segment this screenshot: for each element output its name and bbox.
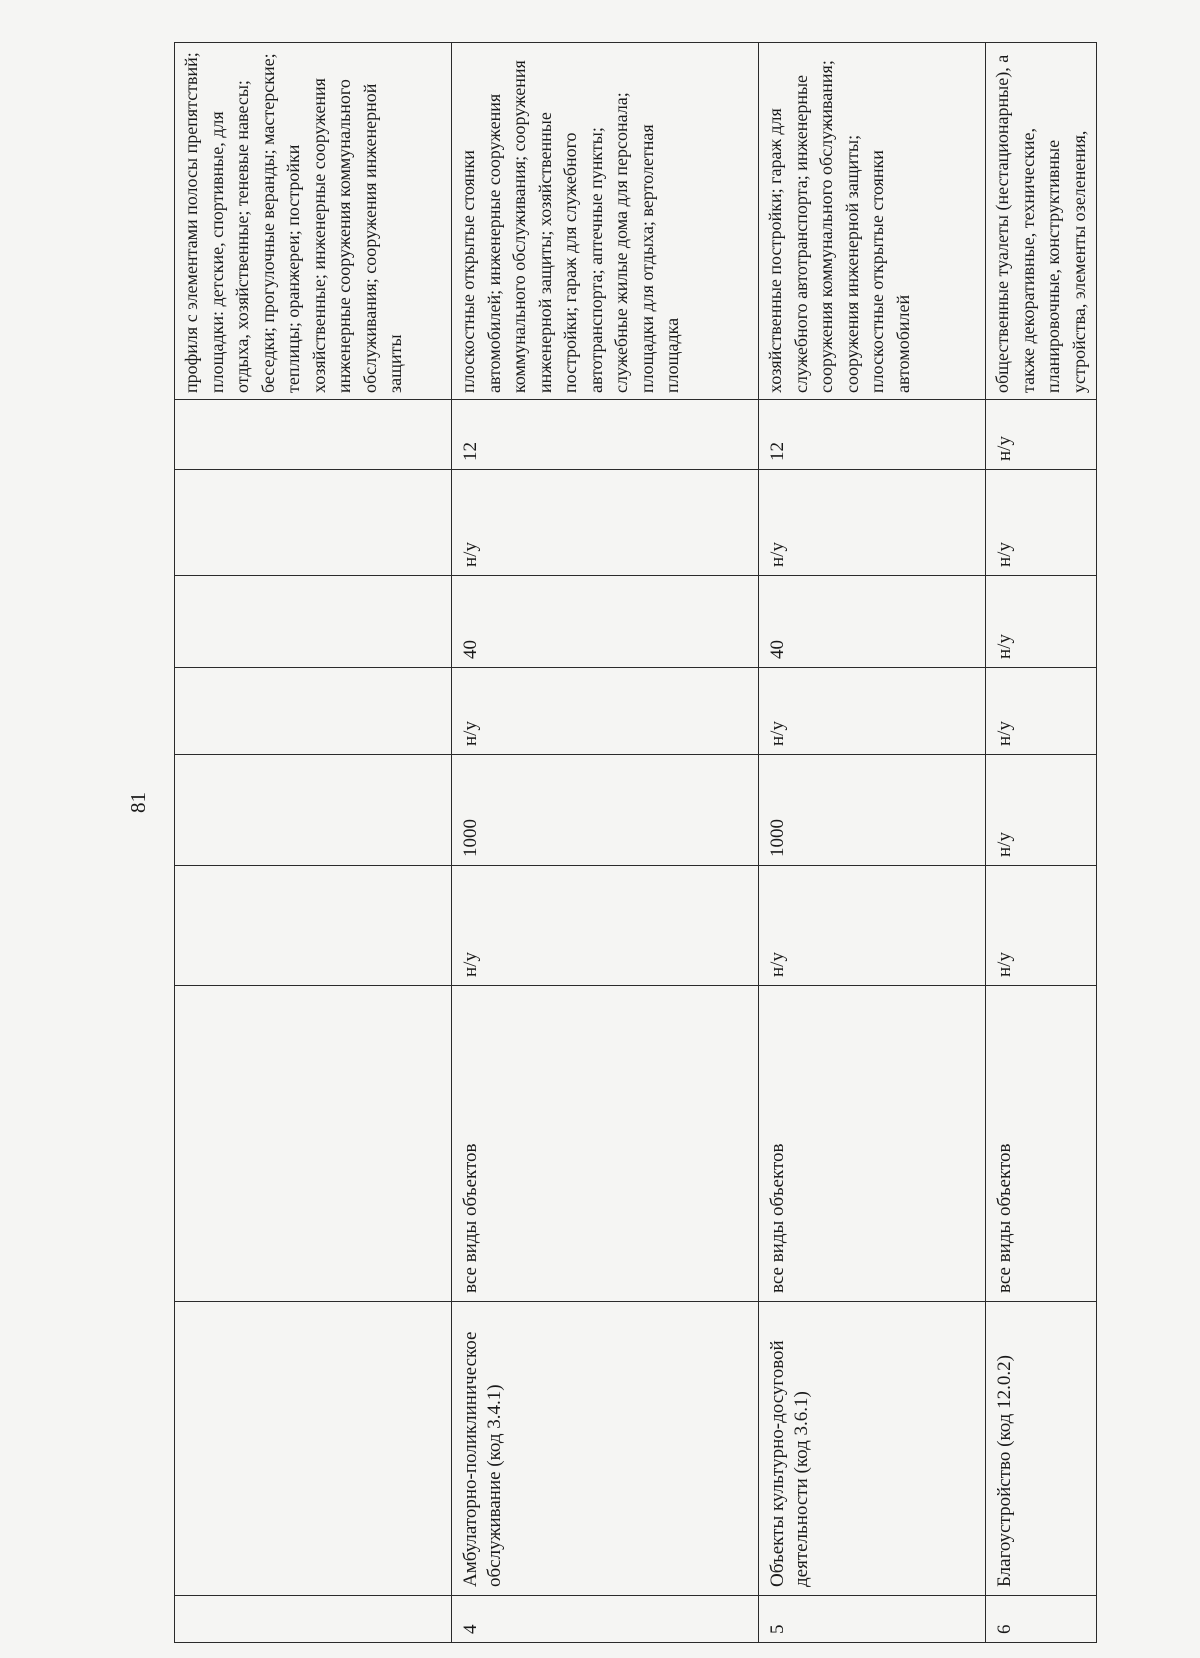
param-cell: 40 — [452, 576, 759, 668]
param-cell: н/у — [759, 866, 986, 986]
param-cell: 12 — [759, 400, 986, 470]
table-row — [452, 43, 759, 1643]
auxiliary-uses-cell: хозяйственные постройки; гараж для служебного автотранспорта; инженерные сооружения коммунального обслуживания; сооружения инженерной защиты; плоскостные открытые стоянки автомобилей — [759, 43, 986, 400]
permitted-use-cell: Объекты культурно-досуговой деятельности (код 3.6.1) — [759, 1302, 986, 1596]
row-number-cell: 4 — [452, 1596, 759, 1643]
zoning-regulations-table — [174, 42, 1097, 1643]
page-number: 81 — [126, 792, 150, 813]
param-cell: 40 — [759, 576, 986, 668]
param-cell: н/у — [986, 576, 1097, 668]
row-number-cell — [175, 1596, 452, 1643]
object-types-cell: все виды объектов — [452, 986, 759, 1302]
param-cell — [175, 755, 452, 866]
auxiliary-uses-cell: общественные туалеты (нестационарные), а также декоративные, технические, планировочные, конструктивные устройства, элементы озеленения, — [986, 43, 1097, 400]
param-cell: н/у — [452, 866, 759, 986]
param-cell — [175, 576, 452, 668]
permitted-use-cell: Амбулаторно-поликлиническое обслуживание (код 3.4.1) — [452, 1302, 759, 1596]
param-cell — [175, 866, 452, 986]
param-cell: н/у — [452, 668, 759, 755]
param-cell: 12 — [452, 400, 759, 470]
param-cell: н/у — [759, 668, 986, 755]
auxiliary-uses-cell: плоскостные открытые стоянки автомобилей; инженерные сооружения коммунального обслуживания; сооружения инженерной защиты; хозяйственные постройки; гараж для служебного автотранспорта; аптечные пункты; служебные жилые дома для персонала; площадки для отдыха; вертолетная площадка — [452, 43, 759, 400]
permitted-use-cell — [175, 1302, 452, 1596]
param-cell: н/у — [986, 755, 1097, 866]
table-row-continuation — [175, 43, 452, 1643]
param-cell: н/у — [759, 470, 986, 576]
param-cell: 1000 — [759, 755, 986, 866]
auxiliary-uses-cell: профиля с элементами полосы препятствий; площадки: детские, спортивные, для отдыха, хозяйственные; теневые навесы; беседки; прогулочные веранды; мастерские; теплицы; оранжереи; постройки хозяйственные; инженерные сооружения инженерные сооружения коммунального обслуживания; сооружения инженерной защиты — [175, 43, 452, 400]
object-types-cell: все виды объектов — [759, 986, 986, 1302]
param-cell — [175, 668, 452, 755]
permitted-use-cell: Благоустройство (код 12.0.2) — [986, 1302, 1097, 1596]
param-cell: н/у — [452, 470, 759, 576]
param-cell: н/у — [986, 400, 1097, 470]
param-cell: н/у — [986, 668, 1097, 755]
param-cell — [175, 470, 452, 576]
table-row — [986, 43, 1097, 1643]
param-cell — [175, 400, 452, 470]
param-cell: н/у — [986, 866, 1097, 986]
object-types-cell — [175, 986, 452, 1302]
row-number-cell: 5 — [759, 1596, 986, 1643]
table-row — [759, 43, 986, 1643]
rotated-table-container — [174, 43, 1096, 1643]
object-types-cell: все виды объектов — [986, 986, 1097, 1302]
param-cell: н/у — [986, 470, 1097, 576]
row-number-cell: 6 — [986, 1596, 1097, 1643]
param-cell: 1000 — [452, 755, 759, 866]
